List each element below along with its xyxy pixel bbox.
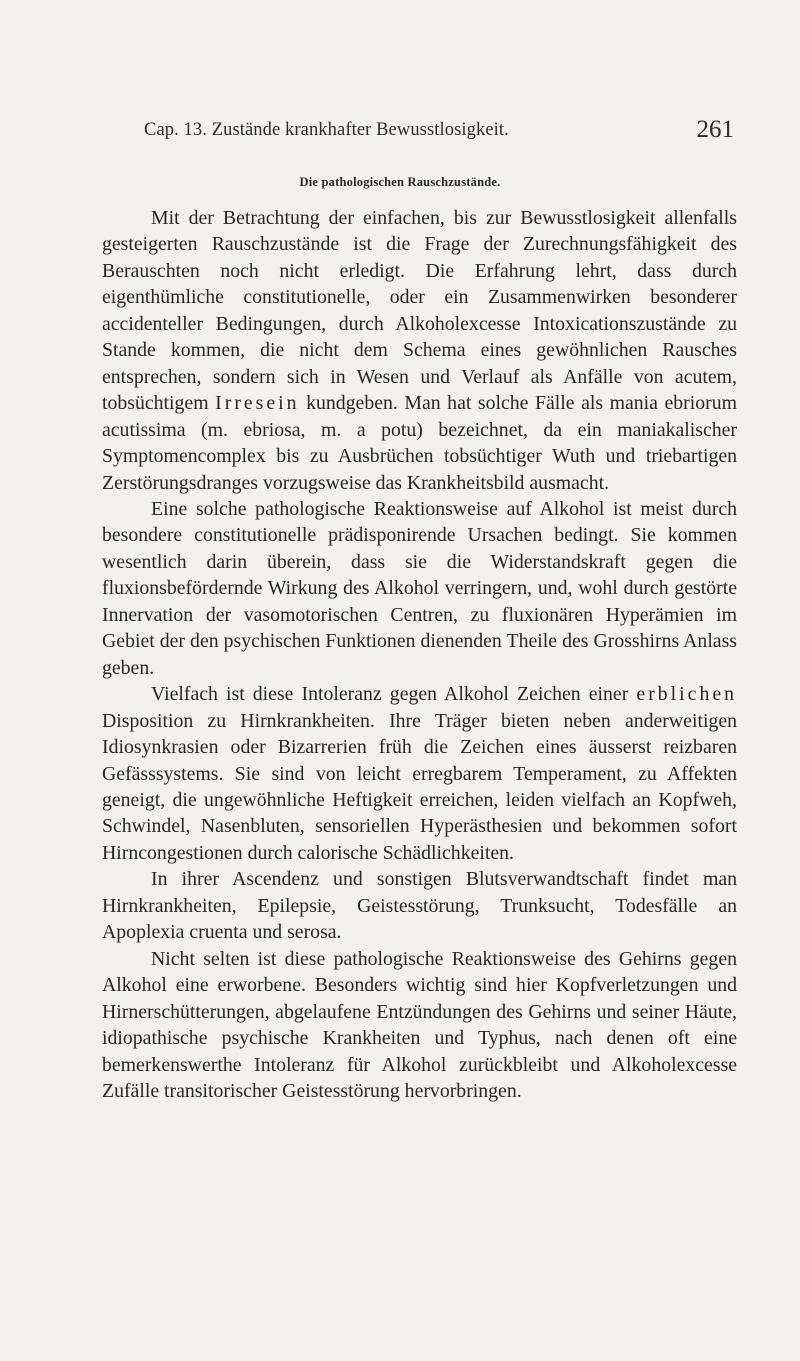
paragraph-5: Nicht selten ist diese pathologische Reaktionsweise des Gehirns gegen Alkohol eine erworbene. Besonders wichtig sind hier Kopfverletzungen und Hirnerschütterungen, abgelaufene Entzündungen des Gehirns und seiner Häute, idiopathische psychische Krankheiten und Typhus, nach denen oft eine bemerkenswerthe Intoleranz für Alkohol zurückbleibt und Alkoholexcesse Zufälle transitorischer Geistesstörung hervorbringen.	[102, 947, 737, 1102]
paragraph-1-text-b: kundgeben. Man hat solche Fälle als mania ebriorum acutissima (m. ebriosa, m. a potu) bezeichnet, da ein maniakalischer Symptomencomplex bis zu Ausbrüchen tobsüchtiger Wuth und triebartigen Zerstörungsdranges vorzugsweise das Krankheitsbild ausmacht.	[102, 392, 737, 494]
body-text	[102, 205, 737, 1104]
section-heading: Die pathologischen Rauschzustände.	[299, 175, 501, 189]
running-header	[144, 112, 734, 144]
paragraph-1	[102, 205, 737, 496]
paragraph-3	[102, 681, 737, 866]
running-title: Cap. 13. Zustände krankhafter Bewusstlosigkeit.	[144, 120, 509, 140]
paragraph-1-text-a: Mit der Betrachtung der einfachen, bis zur Bewusstlosigkeit allenfalls gesteigerten Rauschzustände ist die Frage der Zurechnungsfähigkeit des Berauschten noch nicht erledigt. Die Erfahrung lehrt, dass durch eigenthümliche constitutionelle, oder ein Zusammenwirken besonderer accidenteller Bedingungen, durch Alkoholexcesse Intoxicationszustände zu Stande kommen, die nicht dem Schema eines gewöhnlichen Rausches entsprechen, sondern sich in Wesen und Verlauf als Anfälle von acutem, tobsüchtigem	[102, 207, 737, 415]
page-number: 261	[696, 116, 734, 143]
paragraph-3-text-b: Disposition zu Hirnkrankheiten. Ihre Träger bieten neben anderweitigen Idiosynkrasien oder Bizarrerien früh die Zeichen eines äusserst reizbaren Gefässsystems. Sie sind von leicht erregbarem Temperament, zu Affekten geneigt, die ungewöhnliche Heftigkeit erreichen, leiden vielfach an Kopfweh, Schwindel, Nasenbluten, sensoriellen Hyperästhesien und bekommen sofort Hirncongestionen durch calorische Schädlichkeiten.	[102, 709, 737, 864]
paragraph-1-emphasis: Irresein	[215, 392, 300, 415]
paragraph-2: Eine solche pathologische Reaktionsweise auf Alkohol ist meist durch besondere constitutionelle prädisponirende Ursachen bedingt. Sie kommen wesentlich darin überein, dass sie die Widerstandskraft gegen die fluxionsbefördernde Wirkung des Alkohol verringern, und, wohl durch gestörte Innervation der vasomotorischen Centren, zu fluxionären Hyperämien im Gebiet der den psychischen Funktionen dienenden Theile des Grosshirns Anlass geben.	[102, 497, 737, 679]
paragraph-3-emphasis: erblichen	[636, 683, 738, 706]
paragraph-4: In ihrer Ascendenz und sonstigen Blutsverwandtschaft findet man Hirnkrankheiten, Epilepsie, Geistesstörung, Trunksucht, Todesfälle an Apoplexia cruenta und serosa.	[102, 868, 737, 944]
paragraph-3-text-a: Vielfach ist diese Intoleranz gegen Alkohol Zeichen einer	[151, 683, 629, 706]
